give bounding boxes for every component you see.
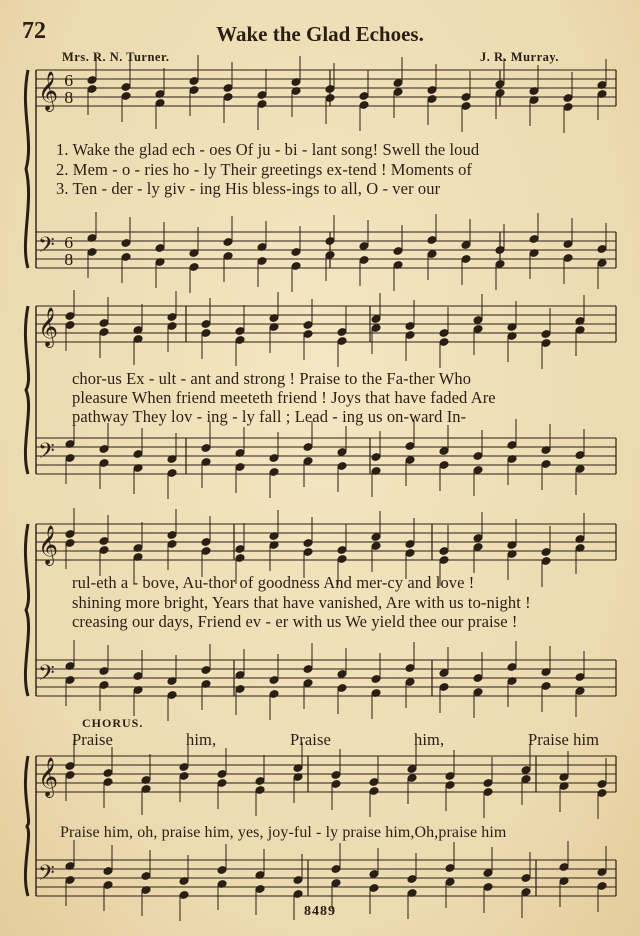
chorus-word-2: him,: [186, 730, 217, 749]
chorus-word-3: Praise: [290, 730, 331, 749]
verse-2-line-3: shining more bright, Years that have vanished, Are with us to-night !: [72, 593, 531, 612]
verse-3-line-2: pathway They lov - ing - ly fall ; Lead - ing us on-ward In-: [72, 407, 467, 426]
verse-3-line-3: creasing our days, Friend ev - er with us We yield thee our praise !: [72, 612, 518, 631]
composer-credit: J. R. Murray.: [480, 50, 560, 64]
brace: [25, 756, 28, 896]
verse-1-line-2: chor-us Ex - ult - ant and strong ! Praise to the Fa-ther Who: [72, 369, 472, 388]
verse-1-line-3: rul-eth a - bove, Au-thor of goodness And mer-cy and love !: [72, 573, 475, 592]
chorus-word-4: him,: [414, 730, 445, 749]
treble-clef: 𝄞: [38, 757, 59, 797]
chorus-label: CHORUS.: [82, 716, 144, 730]
bass-clef: 𝄢: [38, 439, 55, 469]
chorus-word-1: Praise: [72, 730, 113, 749]
hymn-title: Wake the Glad Echoes.: [216, 22, 424, 46]
treble-clef: 𝄞: [38, 307, 59, 347]
time-sig-top: 6: [64, 234, 74, 252]
treble-clef: 𝄞: [38, 525, 59, 565]
plate-number: 8489: [304, 904, 336, 919]
time-sig-top: 6: [64, 72, 74, 90]
bass-clef: 𝄢: [38, 861, 55, 891]
brace: [25, 524, 28, 696]
time-sig-bottom: 8: [64, 251, 74, 269]
verse-3-line-1: 3. Ten - der - ly giv - ing His bless-ings to all, O - ver our: [56, 179, 441, 198]
lyricist-credit: Mrs. R. N. Turner.: [62, 50, 170, 64]
verse-1-line-1: 1. Wake the glad ech - oes Of ju - bi - lant song! Swell the loud: [56, 140, 480, 159]
verse-2-line-2: pleasure When friend meeteth friend ! Joys that have faded Are: [72, 388, 496, 407]
brace: [25, 70, 28, 268]
bass-clef: 𝄢: [38, 233, 55, 263]
bass-clef: 𝄢: [38, 661, 55, 691]
treble-clef: 𝄞: [38, 71, 59, 111]
brace: [25, 306, 28, 474]
time-sig-bottom: 8: [64, 89, 74, 107]
chorus-word-5: Praise him: [528, 730, 600, 749]
chorus-lower-line: Praise him, oh, praise him, yes, joy-ful - ly praise him,Oh,praise him: [60, 824, 507, 841]
page-number: 72: [22, 18, 46, 44]
verse-2-line-1: 2. Mem - o - ries ho - ly Their greetings ex-tend ! Moments of: [56, 160, 473, 179]
